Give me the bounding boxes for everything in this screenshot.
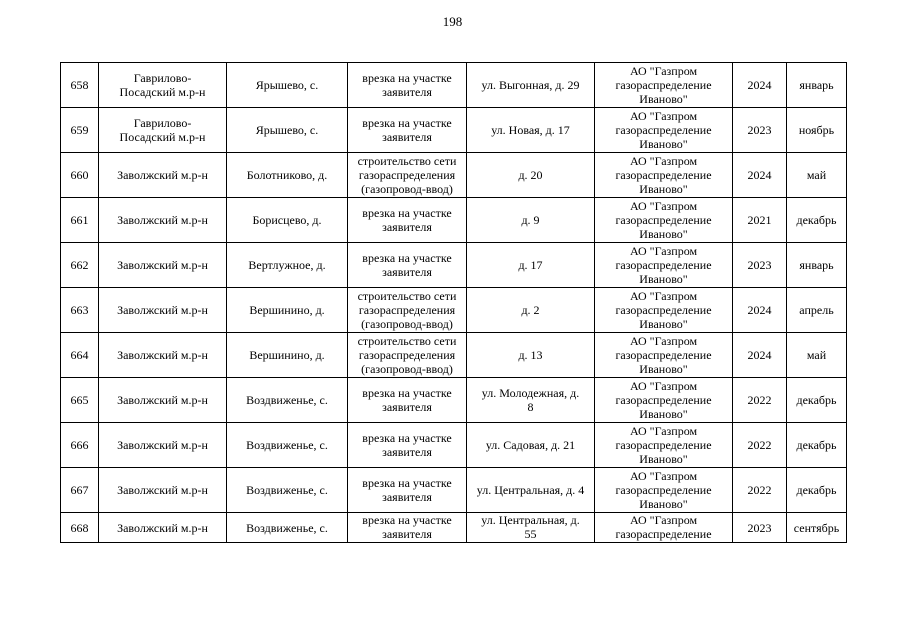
table-row xyxy=(61,198,847,243)
year-cell: 2021 xyxy=(733,198,787,243)
address-cell: д. 20 xyxy=(467,153,595,198)
address-cell: д. 2 xyxy=(467,288,595,333)
address-cell: ул. Садовая, д. 21 xyxy=(467,423,595,468)
district-cell: Гаврилово- Посадский м.р-н xyxy=(99,108,227,153)
settlement-cell: Воздвиженье, с. xyxy=(227,513,348,543)
row-number-cell: 666 xyxy=(61,423,99,468)
month-cell: декабрь xyxy=(787,423,847,468)
year-cell: 2023 xyxy=(733,513,787,543)
address-cell: д. 9 xyxy=(467,198,595,243)
row-number-cell: 660 xyxy=(61,153,99,198)
month-cell: январь xyxy=(787,63,847,108)
work-type-cell: врезка на участке заявителя xyxy=(348,378,467,423)
settlement-cell: Борисцево, д. xyxy=(227,198,348,243)
settlement-cell: Воздвиженье, с. xyxy=(227,468,348,513)
work-type-cell: строительство сети газораспределения (газопровод-ввод) xyxy=(348,333,467,378)
year-cell: 2024 xyxy=(733,153,787,198)
work-type-cell: врезка на участке заявителя xyxy=(348,198,467,243)
table-row xyxy=(61,243,847,288)
settlement-cell: Вертлужное, д. xyxy=(227,243,348,288)
year-cell: 2022 xyxy=(733,378,787,423)
district-cell: Заволжский м.р-н xyxy=(99,423,227,468)
organization-cell: АО "Газпром газораспределение Иваново" xyxy=(595,468,733,513)
district-cell: Заволжский м.р-н xyxy=(99,468,227,513)
table-row xyxy=(61,468,847,513)
address-cell: ул. Новая, д. 17 xyxy=(467,108,595,153)
organization-cell: АО "Газпром газораспределение Иваново" xyxy=(595,243,733,288)
table-row xyxy=(61,333,847,378)
organization-cell: АО "Газпром газораспределение Иваново" xyxy=(595,378,733,423)
month-cell: май xyxy=(787,153,847,198)
address-cell: д. 13 xyxy=(467,333,595,378)
organization-cell: АО "Газпром газораспределение Иваново" xyxy=(595,423,733,468)
row-number-cell: 664 xyxy=(61,333,99,378)
row-number-cell: 662 xyxy=(61,243,99,288)
organization-cell: АО "Газпром газораспределение Иваново" xyxy=(595,288,733,333)
row-number-cell: 659 xyxy=(61,108,99,153)
address-cell: ул. Центральная, д. 55 xyxy=(467,513,595,543)
year-cell: 2024 xyxy=(733,333,787,378)
month-cell: сентябрь xyxy=(787,513,847,543)
organization-cell: АО "Газпром газораспределение Иваново" xyxy=(595,108,733,153)
work-type-cell: врезка на участке заявителя xyxy=(348,243,467,288)
work-type-cell: врезка на участке заявителя xyxy=(348,468,467,513)
month-cell: декабрь xyxy=(787,468,847,513)
year-cell: 2022 xyxy=(733,468,787,513)
work-type-cell: врезка на участке заявителя xyxy=(348,423,467,468)
settlement-cell: Вершинино, д. xyxy=(227,333,348,378)
table-row xyxy=(61,108,847,153)
month-cell: декабрь xyxy=(787,198,847,243)
year-cell: 2024 xyxy=(733,63,787,108)
district-cell: Заволжский м.р-н xyxy=(99,243,227,288)
row-number-cell: 658 xyxy=(61,63,99,108)
organization-cell: АО "Газпром газораспределение Иваново" xyxy=(595,198,733,243)
district-cell: Заволжский м.р-н xyxy=(99,513,227,543)
gas-connection-table xyxy=(60,62,847,543)
address-cell: ул. Центральная, д. 4 xyxy=(467,468,595,513)
work-type-cell: строительство сети газораспределения (газопровод-ввод) xyxy=(348,153,467,198)
year-cell: 2024 xyxy=(733,288,787,333)
settlement-cell: Болотниково, д. xyxy=(227,153,348,198)
district-cell: Заволжский м.р-н xyxy=(99,378,227,423)
page-number: 198 xyxy=(442,14,463,29)
year-cell: 2022 xyxy=(733,423,787,468)
settlement-cell: Воздвиженье, с. xyxy=(227,378,348,423)
organization-cell: АО "Газпром газораспределение xyxy=(595,513,733,543)
address-cell: ул. Выгонная, д. 29 xyxy=(467,63,595,108)
settlement-cell: Воздвиженье, с. xyxy=(227,423,348,468)
table-row xyxy=(61,378,847,423)
year-cell: 2023 xyxy=(733,108,787,153)
district-cell: Заволжский м.р-н xyxy=(99,333,227,378)
settlement-cell: Вершинино, д. xyxy=(227,288,348,333)
address-cell: д. 17 xyxy=(467,243,595,288)
settlement-cell: Ярышево, с. xyxy=(227,108,348,153)
row-number-cell: 668 xyxy=(61,513,99,543)
organization-cell: АО "Газпром газораспределение Иваново" xyxy=(595,333,733,378)
month-cell: май xyxy=(787,333,847,378)
work-type-cell: врезка на участке заявителя xyxy=(348,108,467,153)
table-row xyxy=(61,153,847,198)
organization-cell: АО "Газпром газораспределение Иваново" xyxy=(595,153,733,198)
month-cell: январь xyxy=(787,243,847,288)
row-number-cell: 667 xyxy=(61,468,99,513)
row-number-cell: 663 xyxy=(61,288,99,333)
table-row xyxy=(61,288,847,333)
month-cell: декабрь xyxy=(787,378,847,423)
table-row xyxy=(61,63,847,108)
table-row xyxy=(61,423,847,468)
district-cell: Гаврилово- Посадский м.р-н xyxy=(99,63,227,108)
district-cell: Заволжский м.р-н xyxy=(99,153,227,198)
month-cell: апрель xyxy=(787,288,847,333)
work-type-cell: врезка на участке заявителя xyxy=(348,513,467,543)
district-cell: Заволжский м.р-н xyxy=(99,288,227,333)
work-type-cell: врезка на участке заявителя xyxy=(348,63,467,108)
district-cell: Заволжский м.р-н xyxy=(99,198,227,243)
month-cell: ноябрь xyxy=(787,108,847,153)
table-row xyxy=(61,513,847,543)
organization-cell: АО "Газпром газораспределение Иваново" xyxy=(595,63,733,108)
settlement-cell: Ярышево, с. xyxy=(227,63,348,108)
year-cell: 2023 xyxy=(733,243,787,288)
row-number-cell: 665 xyxy=(61,378,99,423)
row-number-cell: 661 xyxy=(61,198,99,243)
work-type-cell: строительство сети газораспределения (газопровод-ввод) xyxy=(348,288,467,333)
address-cell: ул. Молодежная, д. 8 xyxy=(467,378,595,423)
